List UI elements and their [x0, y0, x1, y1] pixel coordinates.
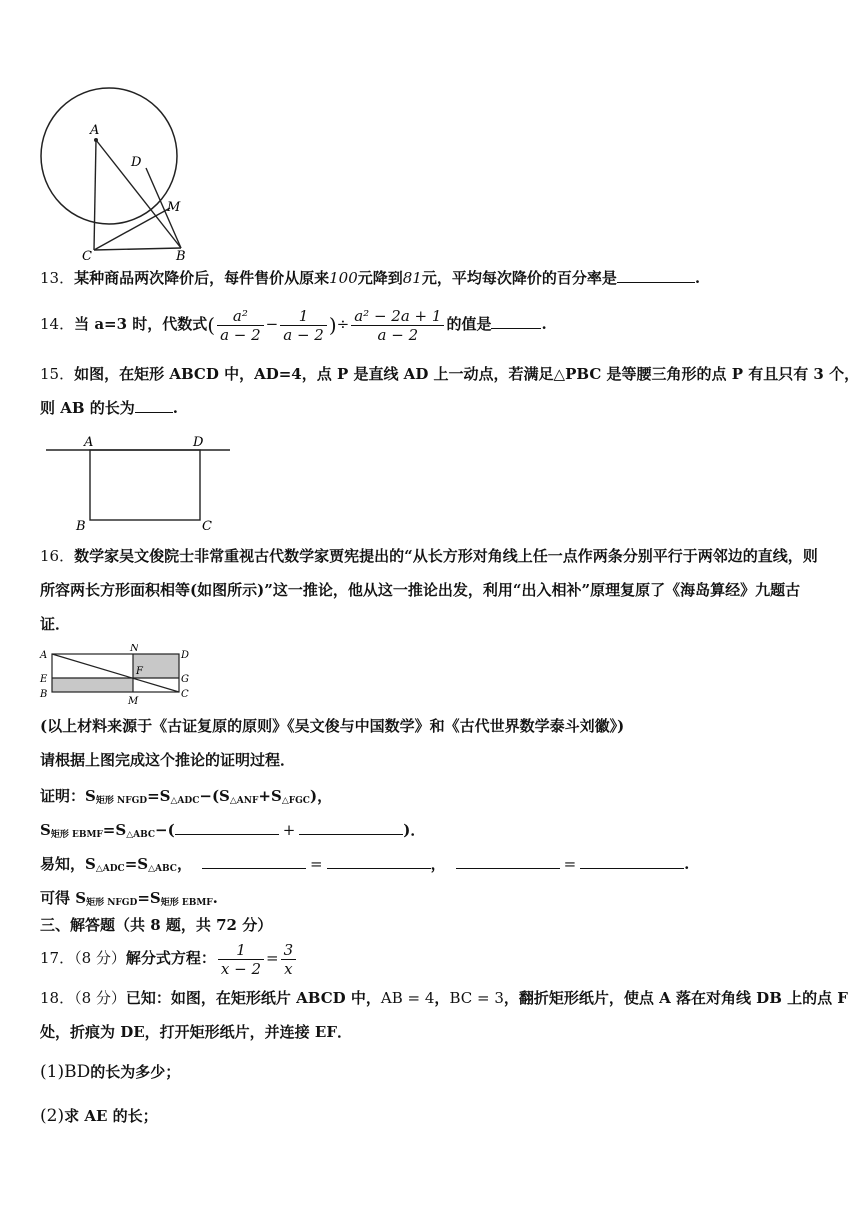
q16-line1: 数学家吴文俊院士非常重视古代数学家贾宪提出的“从长方形对角线上任一点作两条分别平行于两邻边的直线，则 [74, 547, 818, 565]
q16-line3: 证． [40, 615, 71, 633]
q16-line2: 所容两长方形面积相等(如图所示)”这一推论，他从这一推论出发，利用“出入相补”原理复原了《海岛算经》九题古 [40, 581, 801, 599]
label-D: D [131, 155, 142, 170]
label-A: A [40, 650, 48, 661]
label-M: M [167, 200, 181, 215]
label-A: A [84, 435, 94, 450]
label-G: G [181, 674, 189, 685]
proof-line-1: 证明：$S_{矩形 NFGD}=S_{\triangle ADC}-(S_{\triangle ANF}+S_{\triangle FGC})$， [40, 787, 333, 806]
q13-text-b: 元降到 [357, 269, 403, 287]
question-15-line2 [40, 398, 178, 418]
question-13 [40, 268, 700, 288]
question-number: 14． [40, 315, 75, 333]
q18-bc: BC = 3 [449, 989, 504, 1007]
question-16-line2 [40, 580, 800, 600]
label-M: M [128, 696, 139, 707]
proof-blank-6 [580, 854, 684, 869]
fraction-3: $\frac{\text{a² − 2a + 1}}{a - 2}$ [351, 307, 444, 344]
q18-line1-b: ，翻折矩形纸片，使点 A 落在对角线 DB 上的点 F [503, 989, 848, 1007]
q16-source [40, 716, 624, 736]
question-17: 17．（8 分）解分式方程： $\frac{1}{x - 2}$ = $\frac{3}{x}$ [40, 936, 298, 980]
rectangle-diagonal-figure [36, 644, 196, 708]
sub-text: 求 AE 的长； [64, 1107, 158, 1125]
question-number: 17． [40, 949, 75, 967]
shaded-rect-EBMF [52, 678, 133, 692]
proof-line-3: 易知，$S_{\triangle ADC}=S_{\triangle ABC}$， = ， = . [40, 855, 690, 874]
question-number: 13． [40, 269, 75, 287]
question-18-line2 [40, 1022, 352, 1042]
q18-line2: 处，折痕为 DE，打开矩形纸片，并连接 EF． [40, 1023, 352, 1041]
section-title: 三、解答题（共 8 题，共 72 分） [40, 916, 273, 934]
q18-sub-1 [40, 1062, 180, 1082]
label-D: D [181, 650, 190, 661]
q16-ask-text: 请根据上图完成这个推论的证明过程． [40, 751, 296, 769]
q15-line1: 如图，在矩形 ABCD 中，AD=4，点 P 是直线 AD 上一动点，若满足△PBC 是等腰三角形的点 P 有且只有 3 个， [74, 365, 860, 383]
q14-lead: 当 a=3 时，代数式 [74, 315, 208, 333]
q18-line1-a: 已知：如图，在矩形纸片 ABCD 中， [125, 989, 381, 1007]
rectangle-ABCD [90, 450, 200, 520]
sub-label: (2) [40, 1106, 65, 1126]
segment-AC [94, 140, 96, 250]
sub-text: 的长为多少； [90, 1063, 181, 1081]
question-18: 18．（8 分）已知：如图，在矩形纸片 ABCD 中，AB = 4，BC = 3，翻折矩形纸片，使点 A 落在对角线 DB 上的点 F [40, 989, 848, 1007]
label-E: E [40, 674, 48, 685]
section-heading [40, 915, 272, 935]
question-score: （8 分） [74, 949, 126, 967]
q13-new-price: 81 [402, 269, 422, 287]
fraction-2: $\frac{1}{a - 2}$ [280, 307, 327, 344]
label-B: B [176, 249, 186, 264]
q13-end: . [694, 269, 701, 287]
proof-blank-3 [202, 854, 306, 869]
proof-blank-2 [299, 820, 403, 835]
label-N: N [130, 644, 139, 654]
segment-CB [94, 248, 181, 250]
answer-blank [135, 398, 173, 413]
circle-triangle-figure [36, 80, 196, 264]
proof-blank-1 [175, 820, 279, 835]
question-15 [40, 364, 859, 384]
q15-line2: 则 AB 的长为 [40, 399, 135, 417]
label-C: C [181, 689, 189, 700]
label-F: F [136, 666, 143, 677]
q18-ab: AB = 4 [380, 989, 435, 1007]
q16-ask [40, 750, 295, 770]
label-B: B [76, 519, 86, 534]
question-number: 18． [40, 989, 75, 1007]
question-16 [40, 546, 818, 566]
q17-text: 解分式方程： [125, 949, 216, 967]
fraction-2: $\frac{3}{x}$ [281, 941, 297, 978]
question-number: 15． [40, 365, 75, 383]
q18-bd: BD [64, 1062, 91, 1082]
minus-sign: − [265, 315, 279, 333]
q13-original-price: 100 [329, 269, 358, 287]
q16-source-text: (以上材料来源于《古证复原的原则》《吴文俊与中国数学》和《古代世界数学泰斗刘徽》) [40, 717, 625, 735]
question-score: （8 分） [74, 989, 126, 1007]
rectangle-figure [40, 432, 240, 534]
q14-end: . [541, 315, 547, 333]
sub-label: (1) [40, 1062, 65, 1082]
point-A-dot [94, 138, 98, 142]
question-number: 16． [40, 547, 75, 565]
answer-blank [617, 268, 695, 283]
proof-line-4: 可得 $S_{矩形 NFGD}=S_{矩形 EBMF}$. [40, 889, 218, 908]
label-C: C [202, 519, 212, 534]
proof-blank-5 [456, 854, 560, 869]
q14-tail: 的值是 [446, 315, 492, 333]
question-14: 14．当 a=3 时，代数式( $\frac{\text{a²}}{a - 2}$ − $\frac{1}{a - 2}$ )÷ $\frac{\text{a² − 2a + 1}}{a - 2}$ 的值是 . [40, 306, 547, 344]
proof-line-2: $S_{矩形 EBMF}=S_{\triangle ABC}-$( + )． [40, 821, 426, 840]
q13-text-a: 某种商品两次降价后，每件售价从原来 [74, 269, 330, 287]
question-16-line3 [40, 614, 70, 634]
segment-CM [94, 208, 170, 250]
divide-sign: ÷ [336, 315, 350, 333]
label-B: B [40, 689, 48, 700]
fraction-1: $\frac{1}{x - 2}$ [218, 941, 264, 978]
fraction-1: $\frac{\text{a²}}{a - 2}$ [217, 307, 264, 344]
answer-blank [491, 314, 541, 329]
q18-sub-2 [40, 1106, 158, 1126]
label-D: D [193, 435, 204, 450]
q15-end: . [172, 399, 178, 417]
proof-blank-4 [327, 854, 431, 869]
q13-text-c: 元，平均每次降价的百分率是 [421, 269, 617, 287]
label-A: A [90, 123, 100, 138]
label-C: C [82, 249, 92, 264]
